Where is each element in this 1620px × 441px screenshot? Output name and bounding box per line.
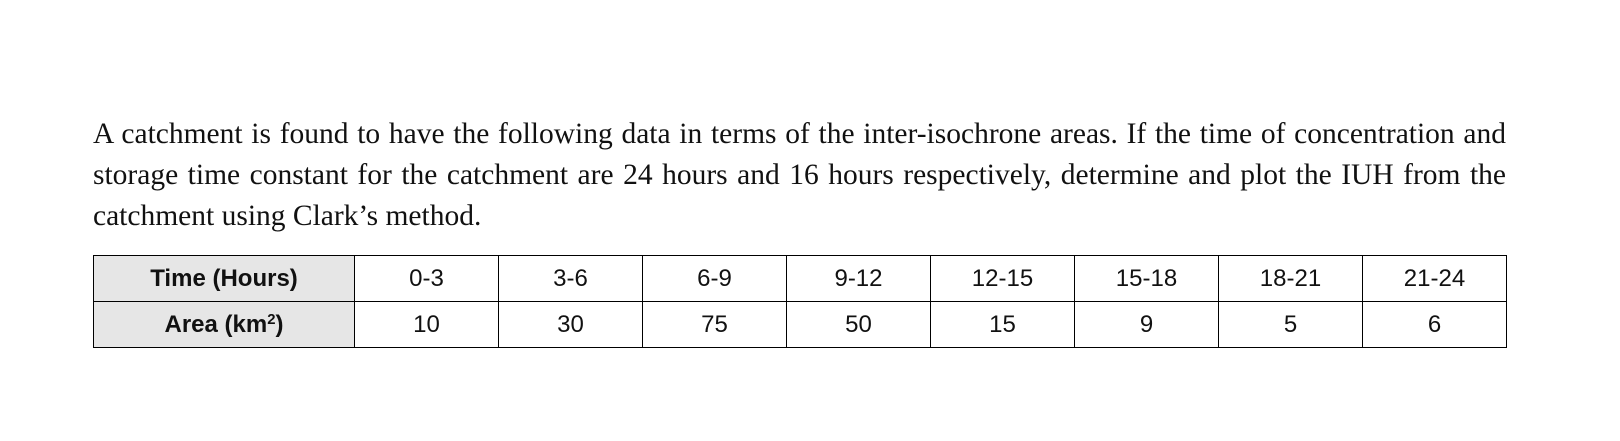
area-cell: 15: [931, 302, 1075, 348]
isochrone-area-table: [93, 255, 1507, 348]
time-cell: 12-15: [931, 256, 1075, 302]
time-cell: 18-21: [1219, 256, 1363, 302]
time-cell: 6-9: [643, 256, 787, 302]
time-cell: 3-6: [499, 256, 643, 302]
time-cell: 21-24: [1363, 256, 1507, 302]
area-cell: 50: [787, 302, 931, 348]
time-cell: 0-3: [355, 256, 499, 302]
area-header-end: ): [275, 310, 284, 338]
time-row: [94, 256, 1507, 302]
area-header-superscript: 2: [267, 311, 276, 328]
area-header-base: Area (km: [164, 310, 268, 338]
time-header: Time (Hours): [94, 256, 355, 302]
area-cell: 6: [1363, 302, 1507, 348]
problem-statement: A catchment is found to have the following data in terms of the inter-isochrone areas. If the time of concentration and storage time constant for the catchment are 24 hours and 16 hours respectively, determine and plot the IUH from the catchment using Clark’s method.: [93, 118, 1506, 232]
area-cell: 30: [499, 302, 643, 348]
area-header: [94, 302, 355, 348]
time-cell: 9-12: [787, 256, 931, 302]
area-cell: 9: [1075, 302, 1219, 348]
area-row: [94, 302, 1507, 348]
area-cell: 10: [355, 302, 499, 348]
area-cell: 75: [643, 302, 787, 348]
area-cell: 5: [1219, 302, 1363, 348]
time-cell: 15-18: [1075, 256, 1219, 302]
